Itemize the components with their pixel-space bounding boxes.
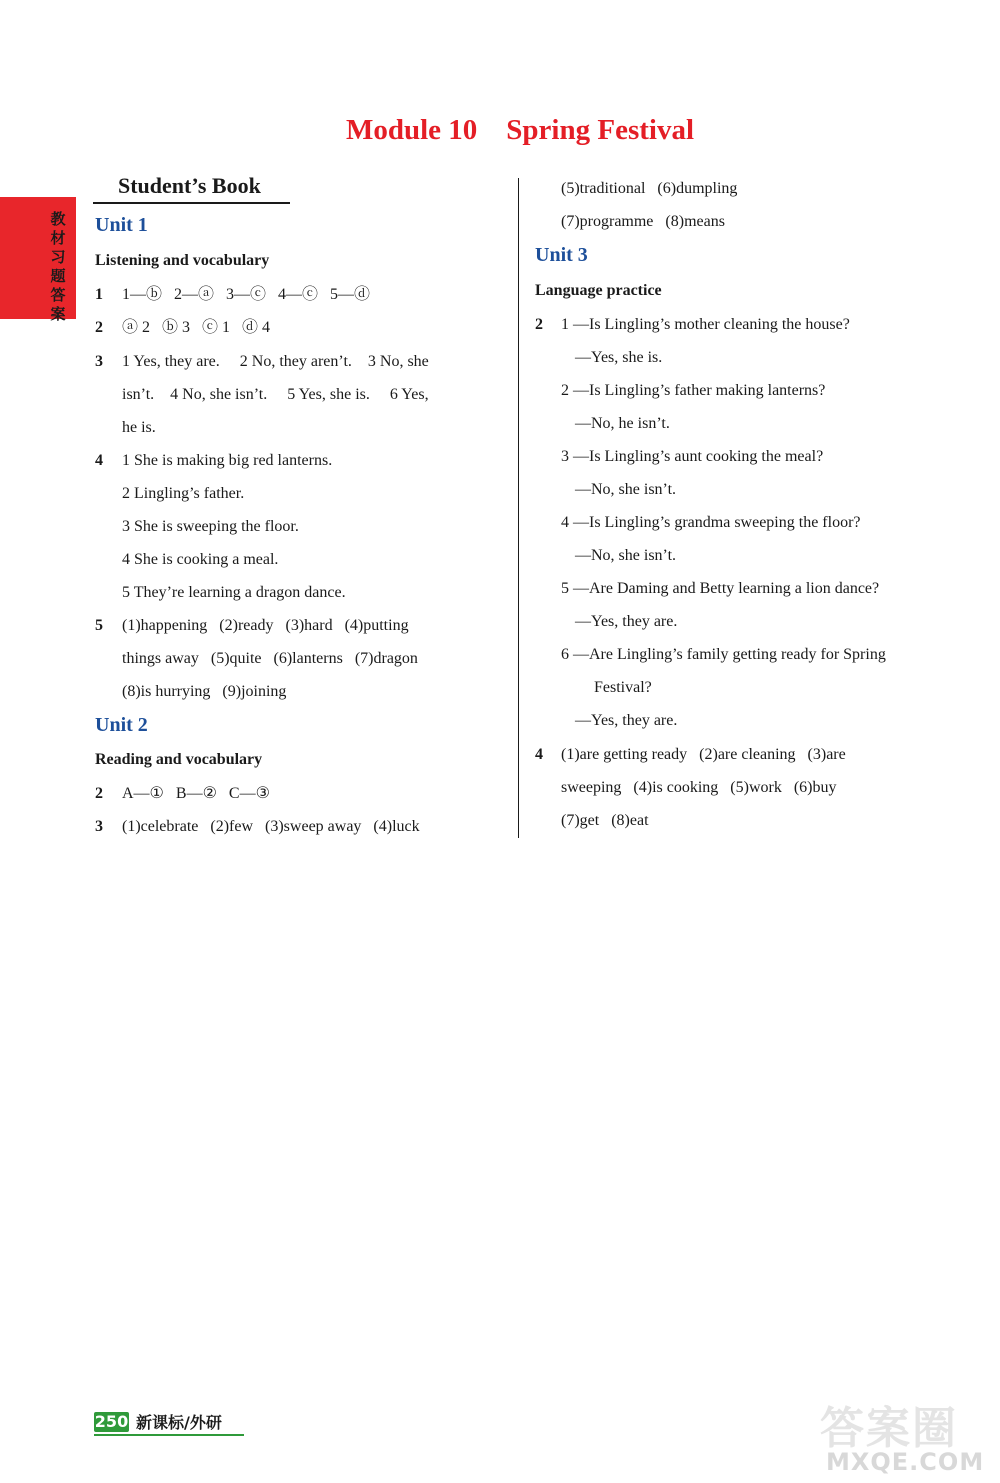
answer-line: —No, she isn’t. [575,481,677,498]
watermark-logo-text: 答案圈 [820,1403,958,1454]
footer-rule [94,1434,244,1436]
answer-line: 2 Lingling’s father. [122,485,245,502]
column-divider [518,178,519,838]
question-line: 4 —Is Lingling’s grandma sweeping the floor? [561,514,861,531]
answer-line: (5)traditional (6)dumpling [561,180,738,197]
answer-line: he is. [122,419,156,436]
item-number: 1 [95,286,103,303]
answer-line: A—① B—② C—③ [122,785,270,802]
question-line: Festival? [594,679,652,696]
answer-line: sweeping (4)is cooking (5)work (6)buy [561,779,837,796]
answer-line: 1 She is making big red lanterns. [122,452,333,469]
answer-line: —No, he isn’t. [575,415,670,432]
item-number: 4 [535,746,543,763]
section-language-practice: Language practice [535,282,662,299]
answer-line: isn’t. 4 No, she isn’t. 5 Yes, she is. 6 Yes, [122,386,429,403]
question-line: 3 —Is Lingling’s aunt cooking the meal? [561,448,824,465]
answer-line: —Yes, they are. [575,613,678,630]
answer-line: (7)get (8)eat [561,812,649,829]
item-number: 2 [95,319,103,336]
answer-line: (1)celebrate (2)few (3)sweep away (4)luck [122,818,420,835]
unit-2-heading: Unit 2 [95,714,148,736]
answer-line: —No, she isn’t. [575,547,677,564]
unit-1-heading: Unit 1 [95,214,148,236]
section-reading-vocabulary: Reading and vocabulary [95,751,263,768]
item-number: 5 [95,617,103,634]
answer-line: things away (5)quite (6)lanterns (7)dragon [122,650,418,667]
question-line: 1 —Is Lingling’s mother cleaning the house? [561,316,850,333]
book-series-label: 新课标/外研 [136,1413,222,1432]
item-number: 3 [95,353,103,370]
answer-line: (7)programme (8)means [561,213,725,230]
answer-line: 3 She is sweeping the floor. [122,518,299,535]
item-number: 2 [535,316,543,333]
side-tab-label: 教材习题答案 [50,210,66,323]
module-title: Module 10 Spring Festival [345,114,694,146]
answer-line: (1)happening (2)ready (3)hard (4)putting [122,617,409,634]
question-line: 2 —Is Lingling’s father making lanterns? [561,382,826,399]
answer-line: ⓐ 2 ⓑ 3 ⓒ 1 ⓓ 4 [122,319,271,336]
answer-line: 4 She is cooking a meal. [122,551,279,568]
heading-underline [93,202,290,204]
answer-line: 1 Yes, they are. 2 No, they aren’t. 3 No, she [122,353,429,370]
answer-line: (8)is hurrying (9)joining [122,683,287,700]
question-line: 6 —Are Lingling’s family getting ready for Spring [561,646,886,663]
section-listening-vocabulary: Listening and vocabulary [95,252,270,269]
page-number: 250 [94,1412,129,1431]
answer-line: —Yes, they are. [575,712,678,729]
item-number: 3 [95,818,103,835]
unit-3-heading: Unit 3 [535,244,588,266]
question-line: 5 —Are Daming and Betty learning a lion dance? [561,580,880,597]
watermark [820,1392,990,1478]
item-number: 2 [95,785,103,802]
answer-line: 5 They’re learning a dragon dance. [122,584,346,601]
item-number: 4 [95,452,103,469]
watermark-url: MXQE.COM [826,1448,985,1476]
students-book-heading: Student’s Book [118,173,261,198]
answer-line: 1—ⓑ 2—ⓐ 3—ⓒ 4—ⓒ 5—ⓓ [122,286,371,303]
answer-line: —Yes, she is. [575,349,663,366]
answer-line: (1)are getting ready (2)are cleaning (3)are [561,746,846,763]
